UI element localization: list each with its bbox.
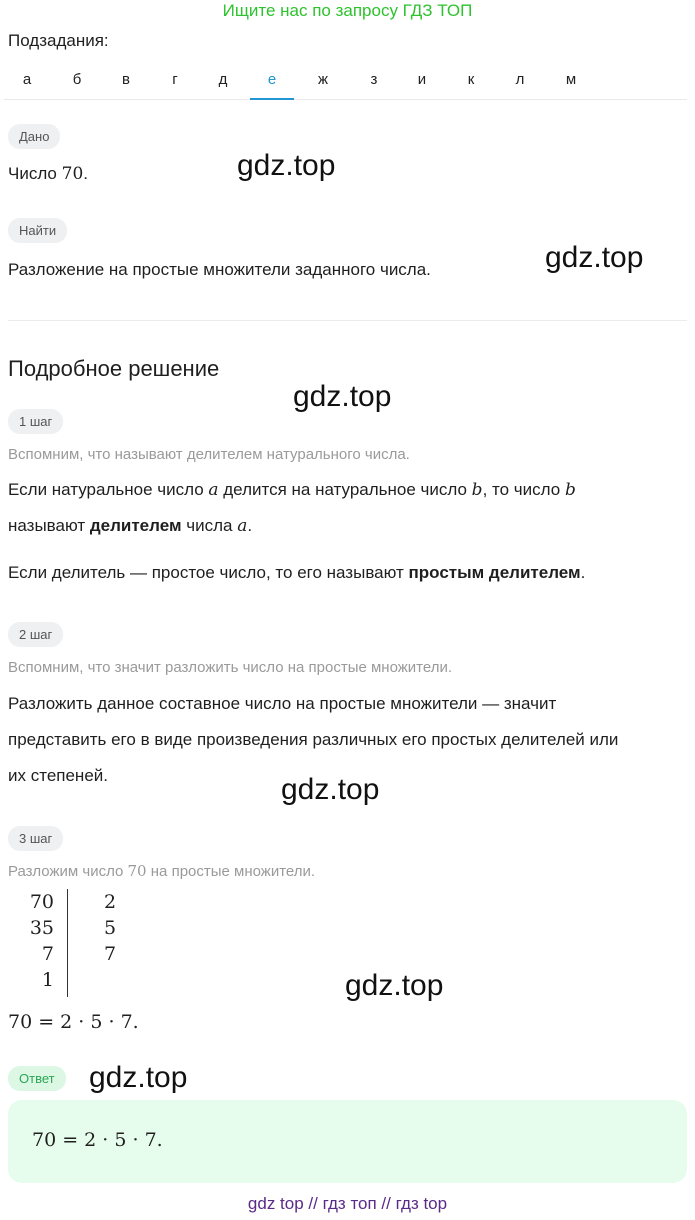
answer-box	[8, 1100, 687, 1183]
watermark: gdz.top	[281, 773, 380, 806]
solution-title: Подробное решение	[8, 356, 220, 381]
table-right-cell: 7	[104, 943, 117, 965]
given-pill: Дано	[8, 124, 60, 149]
find-pill: Найти	[8, 218, 67, 243]
answer-value: 70 = 2 · 5 · 7.	[32, 1129, 163, 1151]
var-b: b	[471, 480, 483, 500]
top-banner: Ищите нас по запросу ГДЗ ТОП	[222, 1, 473, 20]
table-divider-line	[67, 889, 68, 997]
tab-b[interactable]: б	[72, 71, 82, 88]
step3-pill: 3 шаг	[8, 826, 63, 851]
step2-hint: Вспомним, что значит разложить число на простые множители.	[8, 659, 453, 676]
tab-i[interactable]: и	[417, 71, 427, 88]
tab-m[interactable]: м	[565, 71, 577, 88]
step1-line3	[8, 563, 585, 583]
table-left-cell: 35	[29, 917, 54, 939]
watermark: gdz.top	[89, 1061, 188, 1094]
given-text	[8, 164, 88, 184]
tab-l[interactable]: л	[515, 71, 525, 88]
factorization-table	[22, 891, 132, 996]
tab-zh[interactable]: ж	[317, 71, 329, 88]
step1-pill: 1 шаг	[8, 409, 63, 434]
table-right-cell: 5	[104, 917, 117, 939]
table-right-cell: 2	[104, 891, 117, 913]
watermark: gdz.top	[237, 149, 336, 182]
step1-hint: Вспомним, что называют делителем натурального числа.	[8, 446, 410, 463]
step1-line3-post: .	[580, 563, 586, 582]
table-left-cell: 70	[29, 891, 54, 913]
subtask-tabs	[4, 62, 687, 100]
step1-line1	[8, 480, 576, 500]
step1-line1-post: , то число	[482, 480, 565, 499]
var-b2: b	[564, 480, 576, 500]
divider	[8, 320, 687, 321]
var-a: a	[208, 480, 219, 500]
step2-line3: их степеней.	[8, 766, 108, 785]
watermark: gdz.top	[293, 380, 392, 413]
divisor-term: делителем	[89, 516, 182, 535]
footer-links[interactable]: gdz top // гдз топ // гдз top	[247, 1194, 448, 1213]
tab-d[interactable]: д	[218, 71, 228, 88]
answer-pill: Ответ	[8, 1066, 66, 1091]
prime-divisor-term: простым делителем	[408, 563, 581, 582]
step3-hint-pre: Разложим число	[8, 863, 128, 880]
table-left-cell: 1	[41, 969, 54, 991]
step1-line1-mid: делится на натуральное число	[218, 480, 472, 499]
subtasks-title: Подзадания:	[8, 31, 109, 50]
given-text-suffix: .	[83, 164, 88, 183]
step1-line2-mid: числа	[181, 516, 238, 535]
step3-hint	[8, 862, 315, 880]
step1-line3-pre: Если делитель — простое число, то его называют	[8, 563, 409, 582]
step2-line1: Разложить данное составное число на простые множители — значит	[8, 694, 557, 713]
step2-line2: представить его в виде произведения различных его простых делителей или	[8, 730, 619, 749]
step1-line2-pre: называют	[8, 516, 90, 535]
step1-line1-pre: Если натуральное число	[8, 480, 209, 499]
given-text-prefix: Число	[8, 164, 62, 183]
step1-line2	[8, 516, 252, 536]
step3-hint-post: на простые множители.	[146, 863, 316, 880]
watermark: gdz.top	[545, 241, 644, 274]
find-text: Разложение на простые множители заданного числа.	[8, 260, 431, 279]
table-left-cell: 7	[41, 943, 54, 965]
tab-g[interactable]: г	[172, 71, 178, 88]
watermark: gdz.top	[345, 969, 444, 1002]
tab-k[interactable]: к	[467, 71, 475, 88]
tab-a[interactable]: а	[22, 71, 32, 88]
tab-z[interactable]: з	[370, 71, 378, 88]
step3-hint-value: 70	[127, 862, 147, 880]
step3-result: 70 = 2 · 5 · 7.	[8, 1011, 139, 1033]
step1-line2-post: .	[247, 516, 253, 535]
var-a2: a	[237, 516, 248, 536]
given-value: 70	[61, 164, 84, 184]
tab-e[interactable]: е	[250, 62, 294, 100]
step2-pill: 2 шаг	[8, 622, 63, 647]
tab-v[interactable]: в	[122, 71, 130, 88]
